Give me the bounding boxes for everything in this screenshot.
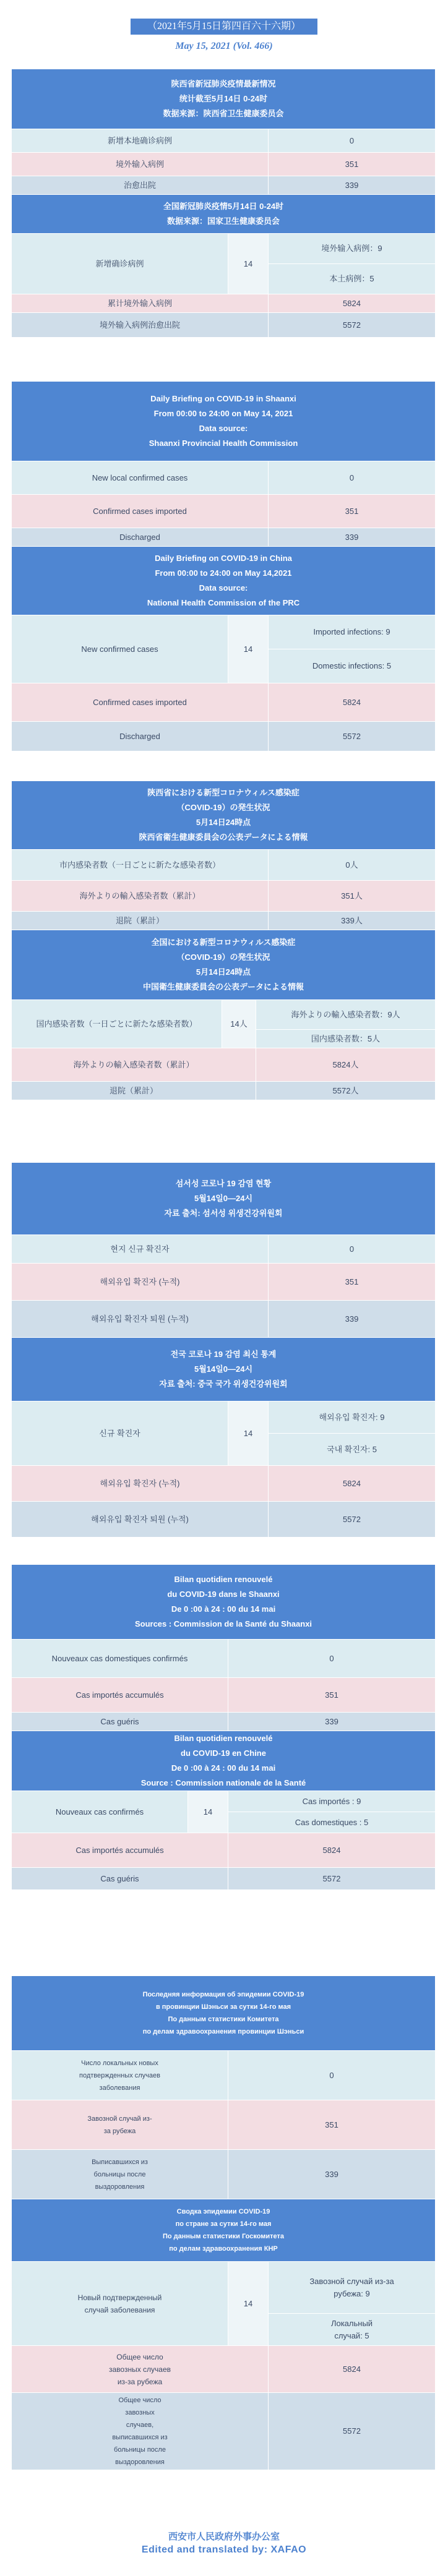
- local-cases: Domestic infections: 5: [269, 649, 436, 683]
- row-value: 5824: [269, 683, 436, 722]
- row-value: 5572: [269, 313, 436, 338]
- table-row: [12, 1401, 436, 1434]
- header-line: （COVID-19）の発生状況: [176, 803, 270, 812]
- new-cases-label: New confirmed cases: [12, 615, 228, 683]
- row-value: 339: [269, 528, 436, 547]
- header-line: Bilan quotidien renouvelé: [174, 1575, 273, 1584]
- new-cases-label: 新增确诊病例: [12, 234, 228, 294]
- local-cases: Cas domestiques : 5: [228, 1812, 436, 1833]
- row-value: 339: [269, 1301, 436, 1338]
- table-row: [12, 1678, 436, 1713]
- row-label: Cas guéris: [12, 1868, 228, 1890]
- header-line: Daily Briefing on COVID-19 in China: [155, 554, 292, 563]
- row-value: 0: [269, 129, 436, 153]
- header-line: 统计截至5月14日 0-24时: [179, 94, 268, 103]
- header-line: 全国新冠肺炎疫情5月14日 0-24时: [163, 202, 284, 211]
- header-line: du COVID-19 dans le Shaanxi: [167, 1590, 280, 1599]
- japanese-section: [11, 781, 436, 1100]
- footer-organization: 西安市人民政府外事办公室: [168, 2531, 280, 2542]
- imported-cases: 해외유입 확진자: 9: [269, 1401, 436, 1434]
- french-section: [11, 1565, 436, 1890]
- header-line: du COVID-19 en Chine: [181, 1748, 266, 1758]
- row-label: Выписавшихся из больницы после выздоровления: [12, 2150, 228, 2199]
- table-row: [12, 2051, 436, 2100]
- en-shaanxi-header: [11, 382, 436, 461]
- imported-cases: Cas importés : 9: [228, 1791, 436, 1812]
- header-line: Последняя информация об эпидемии COVID-19: [142, 1991, 304, 1998]
- zh-china-header: [11, 195, 436, 233]
- header-line: Data source:: [199, 583, 248, 593]
- header-line: Shaanxi Provincial Health Commission: [149, 439, 298, 448]
- new-cases-total: 14: [228, 1401, 269, 1466]
- row-value: 351: [269, 495, 436, 528]
- row-label: Общее число завозных случаев из-за рубежа: [12, 2346, 269, 2393]
- row-value: 339: [228, 2150, 436, 2199]
- korean-section: [11, 1163, 436, 1538]
- header-line: National Health Commission of the PRC: [147, 598, 300, 607]
- table-row: [12, 294, 436, 313]
- en-china-header: [11, 547, 436, 615]
- table-row: [12, 461, 436, 495]
- table-row: [12, 153, 436, 176]
- header-line: From 00:00 to 24:00 on May 14,2021: [155, 568, 292, 578]
- imported-cases: 海外よりの輸入感染者数：9人: [256, 1000, 436, 1030]
- local-cases: 本土病例：5: [269, 264, 436, 294]
- zh-china-table: [11, 233, 436, 338]
- row-label: 市内感染者数（一日ごとに新たな感染者数）: [12, 850, 269, 881]
- table-row: [12, 1833, 436, 1868]
- table-row: [12, 1082, 436, 1100]
- english-section: [11, 382, 436, 751]
- header-line: 陝西省における新型コロナウィルス感染症: [147, 788, 299, 797]
- header-line: De 0 :00 à 24 : 00 du 14 mai: [171, 1763, 276, 1773]
- row-value: 5824人: [256, 1048, 436, 1082]
- table-row: [12, 313, 436, 338]
- header-line: по делам здравоохранения провинции Шэньси: [142, 2028, 304, 2035]
- table-row: [12, 1713, 436, 1731]
- row-label: 해외유입 확진자 퇴원 (누적): [12, 1301, 269, 1338]
- issue-date: May 15, 2021 (Vol. 466): [175, 41, 273, 51]
- imported-cases: Imported infections: 9: [269, 615, 436, 649]
- fr-shaanxi-table: [11, 1639, 436, 1731]
- row-value: 5572: [228, 1868, 436, 1890]
- row-label: Discharged: [12, 722, 269, 751]
- table-row: [12, 1048, 436, 1082]
- ru-shaanxi-header: [11, 1976, 436, 2050]
- new-cases-total: 14: [228, 615, 269, 683]
- chinese-section: [11, 69, 436, 338]
- header-line: 5월14일0—24시: [194, 1194, 253, 1203]
- new-cases-total: 14: [188, 1791, 228, 1833]
- row-value: 0: [269, 1235, 436, 1264]
- ko-shaanxi-header: [11, 1163, 436, 1235]
- table-row: [12, 615, 436, 649]
- issue-banner: （2021年5月15日第四百六十六期）: [131, 19, 317, 35]
- header-line: 자료 출처: 중국 국가 위생건강위원회: [159, 1379, 288, 1389]
- row-value: 5824: [269, 1466, 436, 1502]
- zh-shaanxi-table: [11, 129, 436, 195]
- row-label: Число локальных новых подтвержденных случаев заболевания: [12, 2051, 228, 2100]
- fr-shaanxi-header: [11, 1565, 436, 1639]
- row-value: 339: [228, 1713, 436, 1731]
- ja-shaanxi-table: [11, 849, 436, 930]
- table-row: [12, 1640, 436, 1678]
- local-cases: Локальный случай: 5: [269, 2314, 436, 2346]
- row-label: Cas importés accumulés: [12, 1678, 228, 1713]
- header-line: 5月14日24時点: [196, 967, 251, 977]
- table-row: [12, 1791, 436, 1812]
- en-china-table: [11, 615, 436, 751]
- row-value: 351: [269, 1264, 436, 1301]
- header-line: 数据来源：陕西省卫生健康委员会: [163, 109, 284, 118]
- row-value: 351: [228, 1678, 436, 1713]
- ja-china-table: [11, 999, 436, 1100]
- footer-credit: Edited and translated by: XAFAO: [141, 2544, 307, 2555]
- row-label: 해외유입 확진자 퇴원 (누적): [12, 1502, 269, 1538]
- table-row: [12, 722, 436, 751]
- row-value: 351: [228, 2100, 436, 2150]
- header-line: De 0 :00 à 24 : 00 du 14 mai: [171, 1604, 276, 1614]
- row-label: 海外よりの輸入感染者数（累計）: [12, 1048, 256, 1082]
- table-row: [12, 176, 436, 195]
- row-label: Confirmed cases imported: [12, 683, 269, 722]
- row-value: 5572: [269, 722, 436, 751]
- row-label: 境外输入病例: [12, 153, 269, 176]
- row-value: 0: [228, 2051, 436, 2100]
- row-value: 0: [269, 461, 436, 495]
- en-shaanxi-table: [11, 461, 436, 547]
- row-label: 退院（累計）: [12, 1082, 256, 1100]
- row-label: Nouveaux cas domestiques confirmés: [12, 1640, 228, 1678]
- table-row: [12, 1264, 436, 1301]
- row-value: 351: [269, 153, 436, 176]
- row-label: 현지 신규 확진자: [12, 1235, 269, 1264]
- row-label: 海外よりの輸入感染者数（累計）: [12, 881, 269, 912]
- header-line: По данным статистики Госкомитета: [162, 2233, 285, 2240]
- header-line: Data source:: [199, 424, 248, 433]
- new-cases-label: 国内感染者数（一日ごとに新たな感染者数）: [12, 1000, 222, 1048]
- row-value: 339: [269, 176, 436, 195]
- fr-china-header: [11, 1731, 436, 1791]
- new-cases-label: Новый подтвержденный случай заболевания: [12, 2262, 228, 2346]
- header-line: по стране за сутки 14-го мая: [175, 2220, 272, 2228]
- ru-china-table: [11, 2261, 436, 2470]
- header-line: 陝西省衛生健康委員会の公表データによる情報: [139, 832, 308, 842]
- header-line: 全国における新型コロナウィルス感染症: [151, 938, 296, 947]
- header-line: 전국 코로나 19 감염 최신 통계: [170, 1350, 277, 1359]
- table-row: [12, 2346, 436, 2393]
- row-label: Confirmed cases imported: [12, 495, 269, 528]
- russian-section: [11, 1976, 436, 2470]
- ja-shaanxi-header: [11, 781, 436, 849]
- table-row: [12, 1000, 436, 1030]
- new-cases-label: 신규 확진자: [12, 1401, 228, 1466]
- table-row: [12, 2100, 436, 2150]
- row-value: 339人: [269, 912, 436, 930]
- table-row: [12, 683, 436, 722]
- table-row: [12, 2262, 436, 2314]
- row-label: 治愈出院: [12, 176, 269, 195]
- new-cases-total: 14: [228, 234, 269, 294]
- ko-china-header: [11, 1338, 436, 1401]
- header-line: From 00:00 to 24:00 on May 14, 2021: [153, 409, 293, 418]
- row-value: 5572人: [256, 1082, 436, 1100]
- row-value: 351人: [269, 881, 436, 912]
- zh-shaanxi-header: [11, 69, 436, 129]
- header-line: Sources : Commission de la Santé du Shaanxi: [134, 1619, 312, 1628]
- new-cases-total: 14人: [222, 1000, 256, 1048]
- new-cases-total: 14: [228, 2262, 269, 2346]
- row-label: 해외유입 확진자 (누적): [12, 1466, 269, 1502]
- ko-china-table: [11, 1401, 436, 1538]
- local-cases: 国内感染者数：5人: [256, 1030, 436, 1048]
- row-value: 0人: [269, 850, 436, 881]
- table-row: [12, 1868, 436, 1890]
- table-row: [12, 1466, 436, 1502]
- table-row: [12, 1301, 436, 1338]
- ru-shaanxi-table: [11, 2050, 436, 2199]
- table-row: [12, 2393, 436, 2470]
- ja-china-header: [11, 930, 436, 999]
- row-value: 5824: [269, 294, 436, 313]
- header-line: 数据来源：国家卫生健康委员会: [166, 216, 280, 226]
- header-line: Сводка эпидемии COVID-19: [176, 2208, 270, 2215]
- table-row: [12, 2150, 436, 2199]
- row-label: Завозной случай из-за рубежа: [12, 2100, 228, 2150]
- header-line: 中国衛生健康委員会の公表データによる情報: [142, 982, 304, 991]
- row-label: Cas importés accumulés: [12, 1833, 228, 1868]
- row-label: Общее число завозных случаев, выписавшихся из больницы после выздоровления: [12, 2393, 269, 2470]
- imported-cases: Завозной случай из-за рубежа: 9: [269, 2262, 436, 2314]
- header-line: 5月14日24時点: [196, 818, 251, 827]
- row-label: 해외유입 확진자 (누적): [12, 1264, 269, 1301]
- row-value: 0: [228, 1640, 436, 1678]
- row-label: 境外输入病例治愈出院: [12, 313, 269, 338]
- row-label: 退院（累計）: [12, 912, 269, 930]
- row-value: 5572: [269, 2393, 436, 2470]
- header-line: по делам здравоохранения КНР: [169, 2245, 278, 2253]
- local-cases: 국내 확진자: 5: [269, 1434, 436, 1466]
- header-line: Daily Briefing on COVID-19 in Shaanxi: [150, 394, 296, 403]
- table-row: [12, 234, 436, 264]
- header-line: Source : Commission nationale de la Santé: [140, 1778, 306, 1787]
- table-row: [12, 881, 436, 912]
- ru-china-header: [11, 2199, 436, 2261]
- header-line: 섬서성 코로나 19 감염 현황: [175, 1179, 272, 1188]
- fr-china-table: [11, 1791, 436, 1890]
- header-line: （COVID-19）の発生状況: [176, 952, 270, 962]
- header-line: Bilan quotidien renouvelé: [174, 1734, 273, 1743]
- row-label: Cas guéris: [12, 1713, 228, 1731]
- row-label: 累计境外输入病例: [12, 294, 269, 313]
- table-row: [12, 495, 436, 528]
- ko-shaanxi-table: [11, 1235, 436, 1338]
- row-value: 5824: [228, 1833, 436, 1868]
- table-row: [12, 528, 436, 547]
- row-label: 新增本地确诊病例: [12, 129, 269, 153]
- imported-cases: 境外输入病例：9: [269, 234, 436, 264]
- table-row: [12, 1235, 436, 1264]
- header-line: По данным статистики Комитета: [168, 2016, 279, 2023]
- header-line: 5월14일0—24시: [194, 1364, 253, 1374]
- header-line: 자료 출처: 섬서성 위생건강위원회: [164, 1209, 283, 1218]
- row-label: New local confirmed cases: [12, 461, 269, 495]
- row-label: Discharged: [12, 528, 269, 547]
- row-value: 5572: [269, 1502, 436, 1538]
- new-cases-label: Nouveaux cas confirmés: [12, 1791, 188, 1833]
- header-line: 陕西省新冠肺炎疫情最新情况: [171, 79, 276, 88]
- table-row: [12, 912, 436, 930]
- table-row: [12, 850, 436, 881]
- header-line: в провинции Шэньси за сутки 14-го мая: [155, 2003, 291, 2011]
- table-row: [12, 129, 436, 153]
- table-row: [12, 1502, 436, 1538]
- row-value: 5824: [269, 2346, 436, 2393]
